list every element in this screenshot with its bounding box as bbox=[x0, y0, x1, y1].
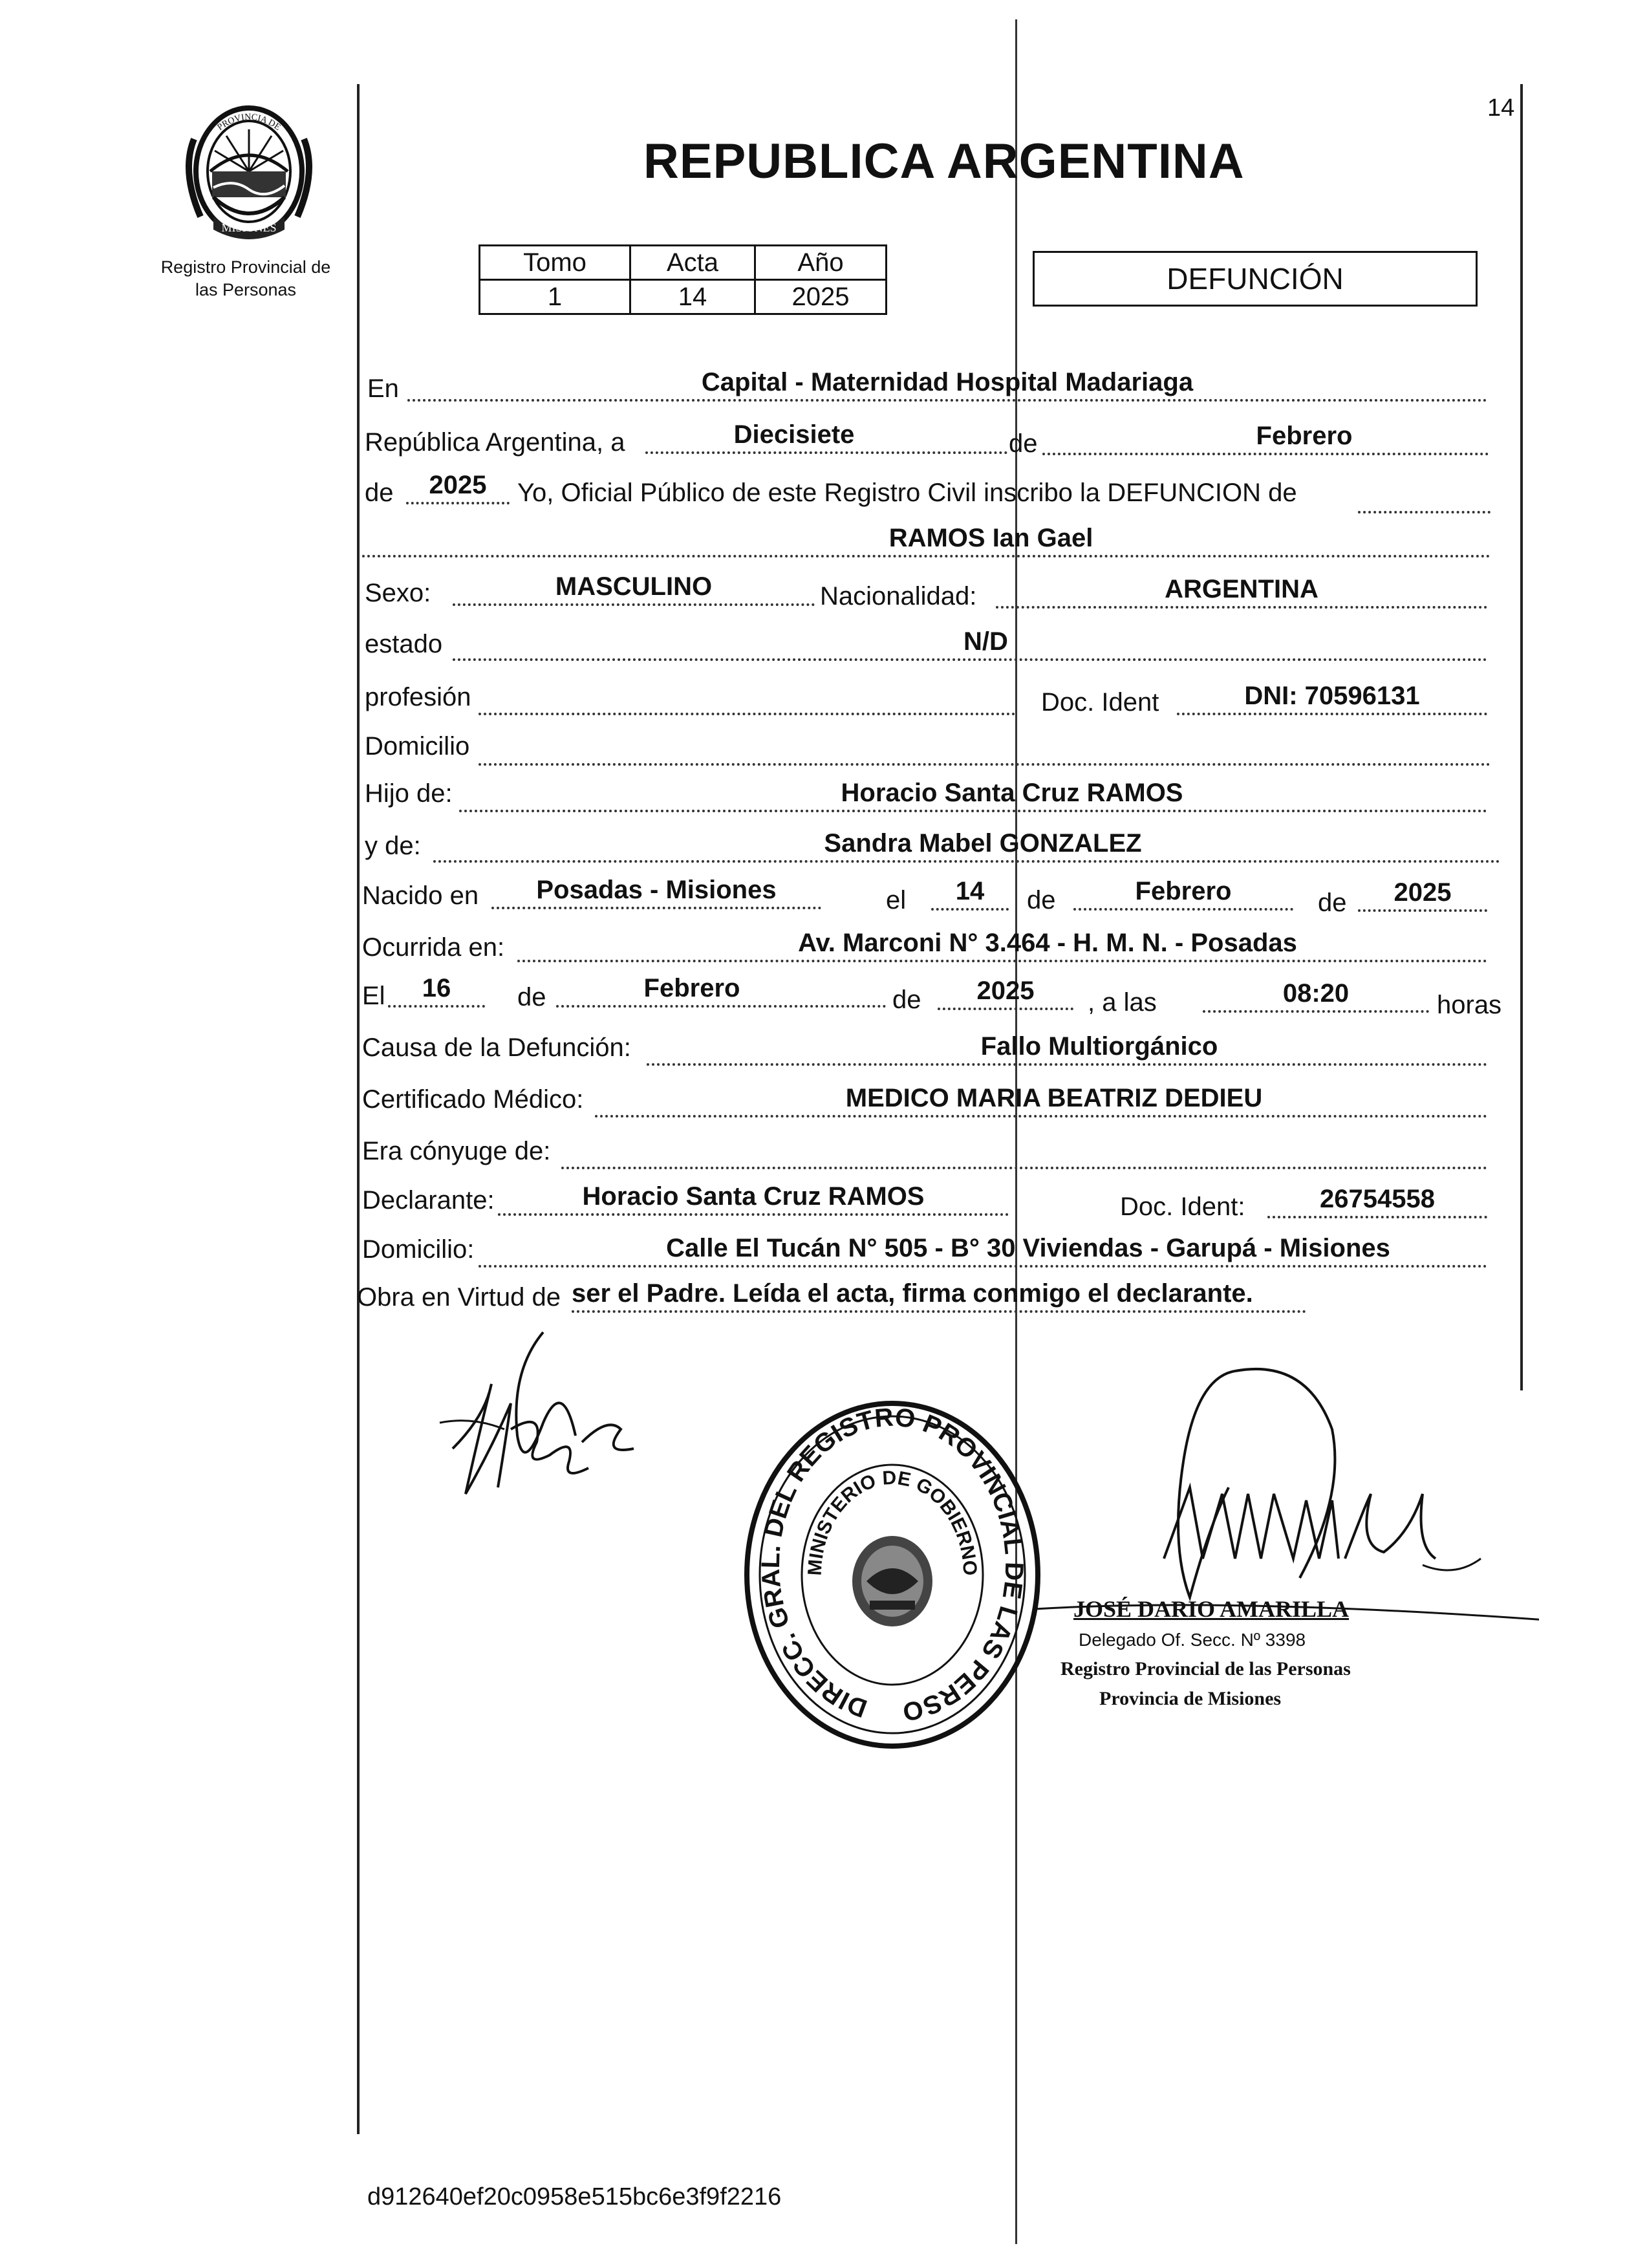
seal-emblem-icon bbox=[852, 1536, 932, 1626]
sexo-value: MASCULINO bbox=[555, 572, 713, 601]
dia-value: Diecisiete bbox=[733, 420, 855, 449]
padre-field bbox=[459, 779, 1487, 810]
nac-dia-value: 14 bbox=[955, 877, 985, 905]
hijo-label: Hijo de: bbox=[365, 779, 453, 808]
header-tomo: Tomo bbox=[480, 246, 630, 280]
doc-ident-value: DNI: 70596131 bbox=[1244, 682, 1420, 710]
ocurrida-label: Ocurrida en: bbox=[362, 933, 505, 962]
official-province: Provincia de Misiones bbox=[1099, 1688, 1282, 1709]
sexo-label: Sexo: bbox=[365, 579, 431, 607]
decl-doc-value: 26754558 bbox=[1320, 1185, 1435, 1213]
decl-domicilio-value: Calle El Tucán N° 505 - B° 30 Viviendas - Garupá - Misiones bbox=[666, 1234, 1390, 1262]
def-dia-value: 16 bbox=[422, 974, 451, 1002]
nac-dia-field bbox=[931, 877, 1009, 908]
ocurrida-value: Av. Marconi N° 3.464 - H. M. N. - Posadas bbox=[798, 929, 1297, 957]
declarante-field bbox=[498, 1182, 1009, 1213]
padre-value: Horacio Santa Cruz RAMOS bbox=[841, 779, 1183, 807]
anio-value: 2025 bbox=[429, 471, 487, 499]
profesion-label: profesión bbox=[365, 683, 471, 711]
def-anio-value: 2025 bbox=[976, 977, 1035, 1005]
svg-text:DIRECC. GRAL. DEL REGISTRO PRO: DIRECC. GRAL. DEL REGISTRO PROVINCIAL DE LAS PERSO bbox=[756, 1403, 1029, 1727]
nac-mes-field bbox=[1073, 877, 1293, 908]
value-acta: 14 bbox=[630, 280, 755, 314]
causa-label: Causa de la Defunción: bbox=[362, 1033, 631, 1062]
acta-table bbox=[479, 244, 887, 315]
nac-mes-value: Febrero bbox=[1135, 877, 1232, 905]
document-type-box bbox=[1033, 251, 1478, 307]
nacionalidad-label: Nacionalidad: bbox=[820, 582, 977, 610]
nombre-value: RAMOS Ian Gael bbox=[888, 524, 1093, 552]
right-margin-line bbox=[1520, 84, 1523, 1390]
decl-domicilio-field bbox=[479, 1234, 1487, 1265]
en-label: En bbox=[367, 374, 399, 403]
mes-value: Febrero bbox=[1256, 422, 1353, 450]
official-registry: Registro Provincial de las Personas bbox=[1060, 1658, 1351, 1679]
de-label-2: de bbox=[365, 479, 394, 507]
decl-doc-label: Doc. Ident: bbox=[1120, 1193, 1245, 1221]
domicilio-label: Domicilio bbox=[365, 732, 470, 761]
conyuge-label: Era cónyuge de: bbox=[362, 1137, 551, 1165]
dia-field bbox=[645, 420, 1007, 451]
def-de-label-2: de bbox=[892, 986, 921, 1014]
left-margin-line bbox=[357, 84, 360, 2134]
horas-label: horas bbox=[1437, 991, 1502, 1019]
acta-table-values bbox=[480, 280, 887, 314]
republica-label: República Argentina, a bbox=[365, 428, 625, 457]
estado-label: estado bbox=[365, 630, 443, 658]
center-fold-line bbox=[1015, 19, 1017, 2244]
doc-ident-label: Doc. Ident bbox=[1041, 688, 1159, 717]
oficial-line bbox=[1358, 511, 1490, 513]
nac-anio-field bbox=[1358, 878, 1487, 909]
mes-field bbox=[1042, 422, 1489, 453]
el2-label: El bbox=[362, 982, 385, 1010]
nac-de-label: de bbox=[1027, 886, 1056, 914]
nacido-label: Nacido en bbox=[362, 881, 479, 910]
official-signature bbox=[1035, 1365, 1539, 1675]
el-label: el bbox=[886, 886, 907, 914]
coat-of-arms-icon bbox=[175, 100, 323, 246]
def-dia-field bbox=[388, 974, 485, 1005]
conyuge-line bbox=[561, 1167, 1487, 1169]
page-title: REPUBLICA ARGENTINA bbox=[643, 134, 1245, 189]
madre-value: Sandra Mabel GONZALEZ bbox=[824, 829, 1142, 858]
def-mes-field bbox=[556, 974, 886, 1005]
nombre-field bbox=[362, 524, 1490, 555]
document-hash: d912640ef20c0958e515bc6e3f9f2216 bbox=[367, 2183, 782, 2210]
nacionalidad-field bbox=[996, 575, 1487, 606]
def-mes-value: Febrero bbox=[643, 974, 740, 1002]
value-tomo: 1 bbox=[480, 280, 630, 314]
certificado-value: MEDICO MARIA BEATRIZ DEDIEU bbox=[845, 1084, 1263, 1112]
oficial-text: Yo, Oficial Público de este Registro Civil inscribo la DEFUNCION de bbox=[517, 479, 1297, 507]
document-type: DEFUNCIÓN bbox=[1167, 262, 1344, 296]
en-field bbox=[407, 368, 1487, 399]
hora-field bbox=[1203, 979, 1429, 1010]
domicilio-line bbox=[479, 763, 1490, 766]
logo-caption-line1: Registro Provincial de bbox=[160, 257, 331, 277]
svg-text:MINISTERIO DE GOBIERNO: MINISTERIO DE GOBIERNO bbox=[804, 1467, 981, 1577]
ocurrida-field bbox=[517, 929, 1487, 960]
doc-ident-field bbox=[1177, 682, 1487, 713]
a-las-label: , a las bbox=[1088, 988, 1157, 1017]
value-anio: 2025 bbox=[755, 280, 887, 314]
svg-text:MISIONES: MISIONES bbox=[221, 221, 277, 234]
logo-caption-line2: las Personas bbox=[195, 280, 297, 299]
declarante-label: Declarante: bbox=[362, 1186, 495, 1215]
madre-field bbox=[433, 829, 1500, 860]
causa-field bbox=[647, 1032, 1487, 1063]
def-anio-field bbox=[938, 977, 1073, 1008]
registro-logo bbox=[175, 100, 323, 246]
en-value: Capital - Maternidad Hospital Madariaga bbox=[701, 368, 1194, 396]
hora-value: 08:20 bbox=[1282, 979, 1350, 1008]
sexo-field bbox=[453, 572, 815, 603]
nac-anio-value: 2025 bbox=[1394, 878, 1452, 907]
nac-de-label-2: de bbox=[1318, 889, 1347, 917]
profesion-line bbox=[479, 713, 1015, 715]
svg-text:PROVINCIA DE: PROVINCIA DE bbox=[215, 112, 283, 133]
certificado-label: Certificado Médico: bbox=[362, 1085, 584, 1114]
anio-field bbox=[406, 471, 510, 502]
causa-value: Fallo Multiorgánico bbox=[980, 1032, 1218, 1061]
obra-value: ser el Padre. Leída el acta, firma conmigo el declarante. bbox=[572, 1279, 1253, 1308]
page-number: 14 bbox=[1487, 94, 1515, 122]
nacido-value: Posadas - Misiones bbox=[536, 876, 777, 904]
acta-table-header bbox=[480, 246, 887, 280]
declarante-value: Horacio Santa Cruz RAMOS bbox=[582, 1182, 925, 1211]
y-de-label: y de: bbox=[365, 832, 421, 860]
nacido-field bbox=[491, 876, 821, 907]
official-name: JOSÉ DARIO AMARILLA bbox=[1073, 1596, 1350, 1622]
decl-domicilio-label: Domicilio: bbox=[362, 1235, 475, 1264]
header-anio: Año bbox=[755, 246, 887, 280]
def-de-label: de bbox=[517, 983, 546, 1011]
official-title: Delegado Of. Secc. Nº 3398 bbox=[1079, 1630, 1306, 1650]
estado-field bbox=[453, 627, 1487, 658]
nacionalidad-value: ARGENTINA bbox=[1165, 575, 1318, 603]
de-label: de bbox=[1009, 429, 1038, 458]
declarant-signature bbox=[414, 1319, 647, 1513]
header-acta: Acta bbox=[630, 246, 755, 280]
obra-label: Obra en Virtud de bbox=[357, 1283, 561, 1312]
decl-doc-field bbox=[1267, 1185, 1487, 1216]
estado-value: N/D bbox=[963, 627, 1008, 656]
certificado-field bbox=[595, 1084, 1487, 1115]
official-seal bbox=[737, 1394, 1048, 1756]
obra-field bbox=[572, 1279, 1306, 1310]
